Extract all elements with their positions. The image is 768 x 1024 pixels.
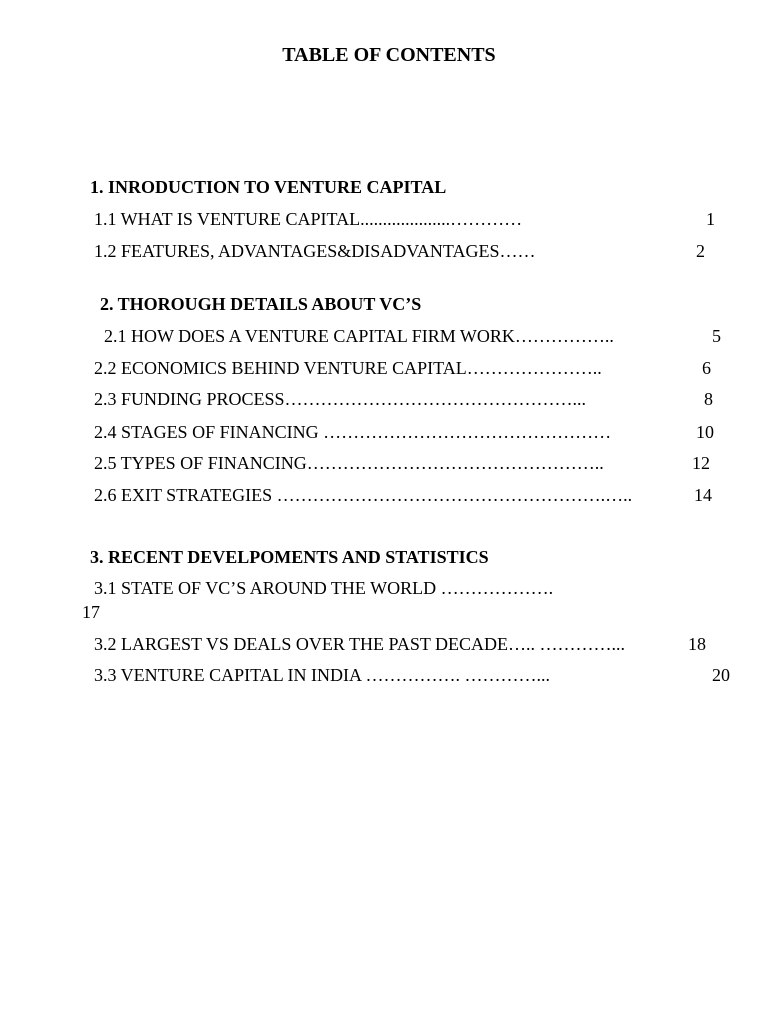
toc-entry-2-5: 2.5 TYPES OF FINANCING………………………………………….. — [94, 453, 604, 473]
toc-entry-2-3: 2.3 FUNDING PROCESS…………………………………………... — [94, 389, 587, 409]
toc-entry-3-1: 3.1 STATE OF VC’S AROUND THE WORLD ………………. — [94, 578, 554, 598]
toc-page-2-3: 8 — [704, 389, 713, 409]
toc-page-2-1: 5 — [712, 326, 721, 346]
toc-entry-1-1: 1.1 WHAT IS VENTURE CAPITAL....................………… — [94, 209, 527, 229]
toc-entry-3-2: 3.2 LARGEST VS DEALS OVER THE PAST DECADE….. …………... — [94, 634, 626, 654]
toc-entry-2-6: 2.6 EXIT STRATEGIES ……………………………………………….….. — [94, 485, 633, 505]
section-heading-2: 2. THOROUGH DETAILS ABOUT VC’S — [100, 294, 422, 314]
toc-entry-2-1: 2.1 HOW DOES A VENTURE CAPITAL FIRM WORK…………….. — [104, 326, 614, 346]
section-heading-1: 1. INRODUCTION TO VENTURE CAPITAL — [90, 177, 447, 197]
toc-page-2-4: 10 — [696, 422, 714, 442]
toc-page-3-2: 18 — [688, 634, 706, 654]
toc-entry-3-3: 3.3 VENTURE CAPITAL IN INDIA ……………. …………... — [94, 665, 551, 685]
toc-page-2-2: 6 — [702, 358, 711, 378]
page-title: TABLE OF CONTENTS — [282, 44, 496, 66]
toc-page-3-3: 20 — [712, 665, 730, 685]
toc-page-1-2: 2 — [696, 241, 705, 261]
toc-page-3-1: 17 — [82, 602, 100, 622]
section-heading-3: 3. RECENT DEVELPOMENTS AND STATISTICS — [90, 547, 489, 567]
toc-entry-2-2: 2.2 ECONOMICS BEHIND VENTURE CAPITAL………………….. — [94, 358, 602, 378]
toc-page-2-5: 12 — [692, 453, 710, 473]
toc-page-1-1: 1 — [706, 209, 715, 229]
toc-entry-2-4: 2.4 STAGES OF FINANCING ………………………………………… — [94, 422, 612, 442]
toc-page-2-6: 14 — [694, 485, 712, 505]
toc-entry-1-2: 1.2 FEATURES, ADVANTAGES&DISADVANTAGES…… — [94, 241, 536, 261]
